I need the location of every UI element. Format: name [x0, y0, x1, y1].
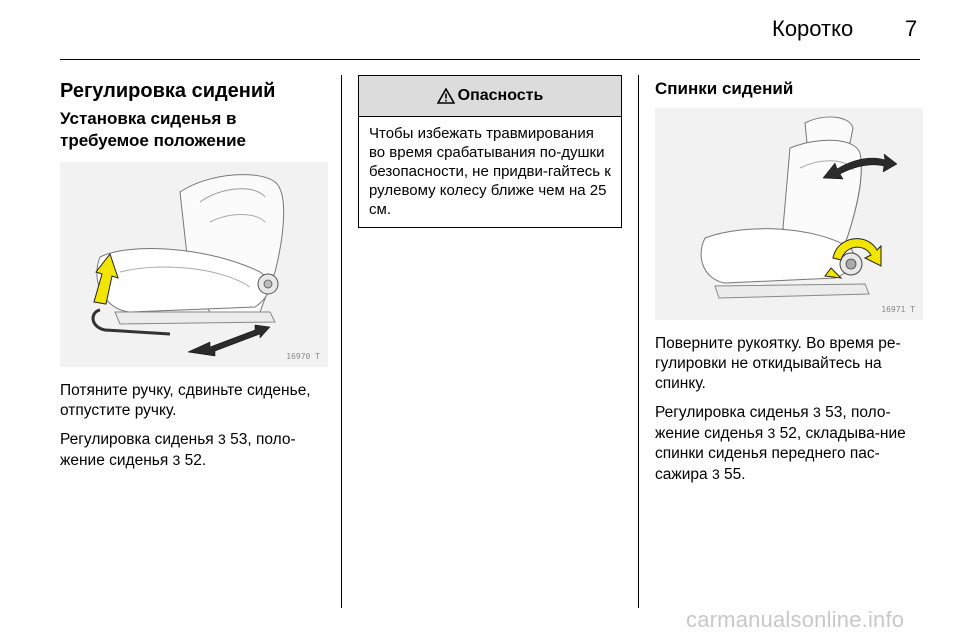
- figure-code: 16971 T: [881, 305, 915, 314]
- subsection-heading: Установка сиденья в требуемое положение: [60, 109, 247, 150]
- warning-text: Чтобы избежать травмирования во время срабатывания по-душки безопасности, не придви-гайтесь к рулевому колесу ближе чем на 25 см.: [369, 125, 611, 218]
- warning-body: [359, 117, 621, 227]
- section-heading: Регулировка сидений: [60, 80, 276, 102]
- page-reference-icon: 3: [172, 452, 181, 468]
- page-reference-icon: 3: [767, 425, 776, 441]
- seat-illustration: [60, 162, 328, 367]
- column-2: [358, 75, 622, 228]
- instruction-paragraph: Потяните ручку, сдвиньте сиденье, отпустите ручку.: [60, 382, 311, 419]
- reference-paragraph: Регулировка сиденья 3 53, поло-жение сиденья 3 52, складыва-ние спинки сиденья переднего пас-сажира 3 55.: [655, 404, 906, 483]
- section-heading-backrest: Спинки сидений: [655, 79, 794, 98]
- column-divider-2: [638, 75, 639, 608]
- warning-header: [359, 76, 621, 117]
- watermark: carmanualsonline.info: [686, 607, 905, 632]
- column-1: [60, 78, 328, 471]
- column-3: [655, 78, 923, 485]
- backrest-figure: [655, 108, 923, 320]
- page-reference-icon: 3: [711, 466, 720, 482]
- backrest-illustration: [655, 108, 923, 320]
- reference-paragraph: Регулировка сиденья 3 53, поло- жение сиденья 3 52.: [60, 431, 296, 469]
- figure-code: 16970 T: [286, 352, 320, 361]
- page-reference-icon: 3: [812, 404, 821, 420]
- page-reference-icon: 3: [217, 431, 226, 447]
- running-header-title: Коротко: [772, 16, 854, 41]
- warning-box: [358, 75, 622, 228]
- seat-adjust-figure: [60, 162, 328, 367]
- column-divider-1: [341, 75, 342, 608]
- warning-title: Опасность: [457, 87, 544, 104]
- warning-triangle-icon: [437, 88, 455, 104]
- page-number: 7: [905, 16, 918, 41]
- header-rule: [60, 59, 920, 60]
- instruction-paragraph: Поверните рукоятку. Во время ре-гулировки не откидывайтесь на спинку.: [655, 335, 901, 392]
